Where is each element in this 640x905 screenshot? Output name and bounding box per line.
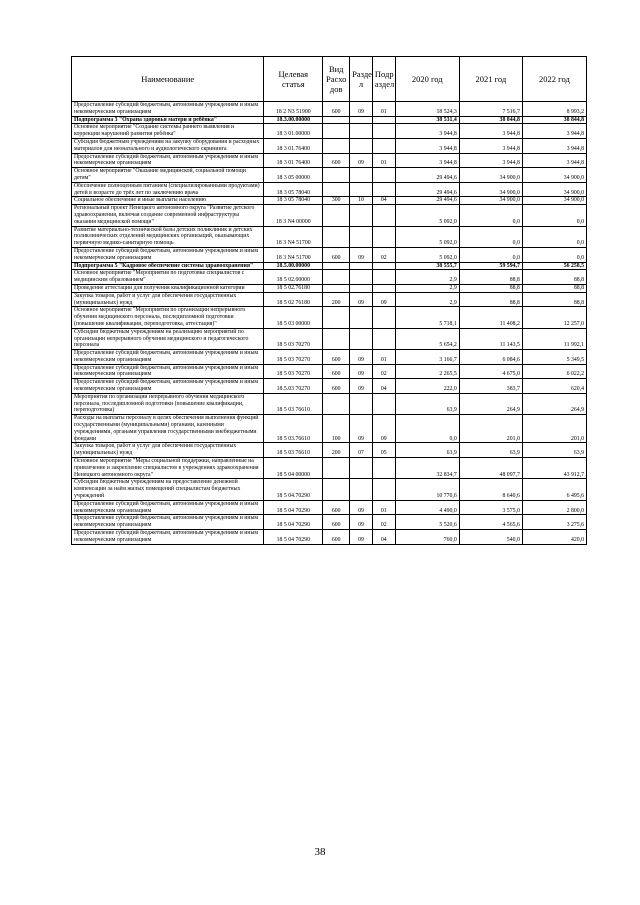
cell-section: [350, 116, 373, 124]
cell-2022: 3 944,8: [522, 153, 586, 168]
cell-name: Субсидии бюджетным учреждениям на реализацию мероприятий по организации непрерывного обучения медицинского и педагогического персонала: [72, 328, 264, 349]
cell-target-article: 18 2 N3 51900: [264, 102, 323, 117]
cell-name: Основное мероприятие "Мероприятия по организации непрерывного обучения медицинского персонала, последипломной подготовки (повышение квалификации, переподготовка, аттестация)": [72, 307, 264, 328]
cell-subsection: 02: [372, 247, 395, 262]
cell-2020: 63,9: [395, 443, 459, 458]
cell-name: Предоставление субсидий бюджетным, автономным учреждениям и иным некоммерческим организациям: [72, 500, 264, 515]
cell-expense-type: [323, 393, 350, 414]
cell-expense-type: [323, 182, 350, 197]
cell-2021: 6 084,6: [459, 350, 522, 365]
cell-2020: 5 092,0: [395, 205, 459, 226]
cell-2021: 63,9: [459, 443, 522, 458]
cell-section: [350, 270, 373, 285]
cell-2020: 2,9: [395, 284, 459, 292]
cell-expense-type: 600: [323, 515, 350, 530]
cell-2021: 264,9: [459, 393, 522, 414]
cell-name: Предоставление субсидий бюджетным, автономным учреждениям и иным некоммерческим организациям: [72, 379, 264, 394]
header-year-2021: 2021 год: [459, 57, 522, 102]
cell-2021: 59 594,7: [459, 262, 522, 270]
cell-name: Предоставление субсидий бюджетным, автономным учреждениям и иным некоммерческим организациям: [72, 247, 264, 262]
cell-2021: 11 143,5: [459, 328, 522, 349]
cell-2021: 3 944,8: [459, 153, 522, 168]
cell-expense-type: [323, 205, 350, 226]
page-number: 38: [314, 846, 326, 858]
cell-section: 09: [350, 530, 373, 545]
header-target-article: Целевая статья: [264, 57, 323, 102]
cell-section: 07: [350, 443, 373, 458]
cell-section: 09: [350, 379, 373, 394]
table-row: [72, 102, 587, 117]
cell-section: 09: [350, 364, 373, 379]
cell-target-article: 18 5 04 70290: [264, 515, 323, 530]
cell-2021: 201,0: [459, 415, 522, 443]
cell-subsection: 09: [372, 292, 395, 307]
table-row: [72, 292, 587, 307]
cell-2020: 3 166,7: [395, 350, 459, 365]
table-row: [72, 124, 587, 139]
cell-2021: 3 944,8: [459, 138, 522, 153]
cell-subsection: [372, 226, 395, 247]
cell-section: 09: [350, 102, 373, 117]
cell-2020: 5 718,1: [395, 307, 459, 328]
cell-2021: 0,0: [459, 226, 522, 247]
cell-2021: 4 565,6: [459, 515, 522, 530]
table-row: [72, 116, 587, 124]
cell-expense-type: [323, 116, 350, 124]
cell-subsection: [372, 262, 395, 270]
cell-target-article: 18 5 02.00000: [264, 270, 323, 285]
cell-2022: 34 900,0: [522, 182, 586, 197]
cell-section: [350, 479, 373, 500]
cell-2022: 3 275,6: [522, 515, 586, 530]
table-row: [72, 247, 587, 262]
cell-2021: 88,8: [459, 292, 522, 307]
cell-2022: 420,0: [522, 530, 586, 545]
cell-2022: 264,9: [522, 393, 586, 414]
cell-expense-type: 200: [323, 443, 350, 458]
cell-target-article: 18.5.00.00000: [264, 262, 323, 270]
table-row: [72, 270, 587, 285]
cell-2021: 4 675,0: [459, 364, 522, 379]
cell-subsection: 02: [372, 515, 395, 530]
cell-2022: 3 944,8: [522, 138, 586, 153]
cell-subsection: [372, 393, 395, 414]
cell-2022: 12 257,0: [522, 307, 586, 328]
cell-target-article: 18 3 05 78040: [264, 182, 323, 197]
table-row: [72, 530, 587, 545]
cell-2020: 63,9: [395, 393, 459, 414]
cell-2022: 34 900,0: [522, 168, 586, 183]
cell-expense-type: 600: [323, 102, 350, 117]
cell-name: Предоставление субсидий бюджетным, автономным учреждениям и иным некоммерческим организациям: [72, 530, 264, 545]
cell-section: [350, 262, 373, 270]
cell-expense-type: 200: [323, 292, 350, 307]
cell-subsection: 04: [372, 197, 395, 205]
cell-expense-type: [323, 168, 350, 183]
cell-target-article: 18 5 04 00000: [264, 458, 323, 479]
cell-target-article: 18.5.03 70270: [264, 379, 323, 394]
cell-name: Социальное обеспечение и иные выплаты населению: [72, 197, 264, 205]
cell-2021: 88,8: [459, 270, 522, 285]
cell-name: Закупка товаров, работ и услуг для обеспечения государственных (муниципальных) нужд: [72, 443, 264, 458]
cell-subsection: 05: [372, 443, 395, 458]
cell-section: [350, 124, 373, 139]
cell-2022: 0,0: [522, 226, 586, 247]
cell-2020: 2 265,5: [395, 364, 459, 379]
cell-target-article: 18 5 03 70270: [264, 364, 323, 379]
table-row: [72, 393, 587, 414]
header-section: Разде л: [350, 57, 373, 102]
table-row: [72, 479, 587, 500]
cell-2020: 18 524,3: [395, 102, 459, 117]
cell-section: 09: [350, 415, 373, 443]
cell-subsection: [372, 205, 395, 226]
cell-2020: 5 092,0: [395, 247, 459, 262]
cell-2020: 222,0: [395, 379, 459, 394]
cell-name: Подпрограмма 3 "Охрана здоровья матери и ребёнка": [72, 116, 264, 124]
cell-2020: 0,0: [395, 415, 459, 443]
cell-subsection: 04: [372, 530, 395, 545]
cell-name: Расходы на выплаты персоналу в целях обеспечения выполнения функций государственными (муниципальными) органами, казенными учреждениями, органами управления государственными внебюджетными фондами: [72, 415, 264, 443]
cell-2020: 3 944,8: [395, 138, 459, 153]
cell-section: 09: [350, 500, 373, 515]
cell-2021: 11 408,2: [459, 307, 522, 328]
table-row: [72, 197, 587, 205]
cell-2022: 0,0: [522, 247, 586, 262]
table-row: [72, 284, 587, 292]
cell-2022: 38 844,8: [522, 116, 586, 124]
cell-name: Региональный проект Ненецкого автономного округа "Развитие детского здравоохранения, включая создание современной инфраструктуры оказания медицинской помощи": [72, 205, 264, 226]
cell-2020: 38 531,4: [395, 116, 459, 124]
header-name: Наименование: [72, 57, 264, 102]
cell-2021: 8 640,6: [459, 479, 522, 500]
cell-section: [350, 138, 373, 153]
cell-target-article: 18 5 03 70270: [264, 328, 323, 349]
table-body: [72, 102, 587, 545]
cell-expense-type: 600: [323, 500, 350, 515]
cell-section: [350, 182, 373, 197]
table-row: [72, 515, 587, 530]
cell-2022: 56 258,5: [522, 262, 586, 270]
cell-2022: 3 944,8: [522, 124, 586, 139]
cell-2022: 620,4: [522, 379, 586, 394]
header-subsection: Подр аздел: [372, 57, 395, 102]
table-row: [72, 226, 587, 247]
cell-2021: 48 097,7: [459, 458, 522, 479]
cell-name: Предоставление субсидий бюджетным, автономным учреждениям и иным некоммерческим организациям: [72, 350, 264, 365]
cell-name: Основное мероприятие "Оказание медицинской, социальной помощи детям": [72, 168, 264, 183]
cell-2022: 6 022,2: [522, 364, 586, 379]
cell-expense-type: 600: [323, 153, 350, 168]
cell-target-article: 18 3 01.76400: [264, 138, 323, 153]
cell-2021: 3 944,8: [459, 124, 522, 139]
cell-subsection: 01: [372, 500, 395, 515]
cell-subsection: 01: [372, 153, 395, 168]
cell-section: [350, 205, 373, 226]
budget-table: [71, 56, 587, 545]
cell-2022: 88,8: [522, 292, 586, 307]
table-row: [72, 458, 587, 479]
table-row: [72, 262, 587, 270]
cell-2021: 540,0: [459, 530, 522, 545]
cell-expense-type: 600: [323, 247, 350, 262]
cell-2020: 2,9: [395, 292, 459, 307]
table-row: [72, 350, 587, 365]
cell-target-article: 18 3 N4 00000: [264, 205, 323, 226]
cell-expense-type: 300: [323, 197, 350, 205]
cell-subsection: [372, 124, 395, 139]
cell-target-article: 18 3 01 76400: [264, 153, 323, 168]
cell-expense-type: [323, 479, 350, 500]
cell-target-article: 18 5 04 70290: [264, 530, 323, 545]
table-row: [72, 364, 587, 379]
cell-name: Мероприятия по организации непрерывного обучения медицинского персонала, последипломной подготовки (повышение квалификации, переподготовка): [72, 393, 264, 414]
cell-2020: 38 555,7: [395, 262, 459, 270]
cell-2021: 7 516,7: [459, 102, 522, 117]
cell-2020: 5 520,6: [395, 515, 459, 530]
cell-subsection: [372, 284, 395, 292]
cell-target-article: 18 5 04 70290: [264, 500, 323, 515]
cell-2020: 29 494,6: [395, 197, 459, 205]
cell-target-article: 18 5 02 76180: [264, 292, 323, 307]
table-row: [72, 443, 587, 458]
cell-expense-type: 600: [323, 364, 350, 379]
cell-expense-type: [323, 328, 350, 349]
cell-2020: 29 494,6: [395, 168, 459, 183]
header-year-2022: 2022 год: [522, 57, 586, 102]
cell-target-article: 18 3 N4 51700: [264, 226, 323, 247]
table-row: [72, 138, 587, 153]
cell-2022: 8 993,2: [522, 102, 586, 117]
cell-2022: 88,8: [522, 284, 586, 292]
cell-expense-type: [323, 226, 350, 247]
cell-subsection: [372, 458, 395, 479]
cell-section: 09: [350, 350, 373, 365]
cell-2020: 3 944,8: [395, 124, 459, 139]
cell-expense-type: [323, 124, 350, 139]
cell-expense-type: [323, 262, 350, 270]
cell-subsection: [372, 168, 395, 183]
table-row: [72, 379, 587, 394]
cell-name: Предоставление субсидий бюджетным, автономным учреждениям и иным некоммерческим организациям: [72, 153, 264, 168]
table-row: [72, 205, 587, 226]
cell-2020: 10 770,6: [395, 479, 459, 500]
cell-name: Предоставление субсидий бюджетным, автономным учреждениям и иным некоммерческим организациям: [72, 515, 264, 530]
cell-section: [350, 168, 373, 183]
cell-target-article: 18 5 02.76180: [264, 284, 323, 292]
table-row: [72, 415, 587, 443]
cell-2021: 34 900,0: [459, 197, 522, 205]
cell-subsection: 01: [372, 102, 395, 117]
table-row: [72, 182, 587, 197]
cell-2022: 11 992,1: [522, 328, 586, 349]
cell-2020: 32 834,7: [395, 458, 459, 479]
cell-subsection: [372, 328, 395, 349]
cell-name: Субсидия бюджетным учреждениям на закупку оборудования и расходных материалов для неонатального и аудиологического скрининга: [72, 138, 264, 153]
table-row: [72, 500, 587, 515]
cell-2020: 5 654,2: [395, 328, 459, 349]
cell-2020: 2,9: [395, 270, 459, 285]
cell-subsection: 04: [372, 379, 395, 394]
cell-section: 09: [350, 292, 373, 307]
cell-section: [350, 328, 373, 349]
cell-section: [350, 458, 373, 479]
cell-name: Предоставление субсидий бюджетным, автономным учреждениям и иным некоммерческим организациям: [72, 364, 264, 379]
cell-target-article: 18 3 N4 51700: [264, 247, 323, 262]
cell-2021: 3 575,0: [459, 500, 522, 515]
cell-target-article: 18 3 01.00000: [264, 124, 323, 139]
cell-subsection: 02: [372, 364, 395, 379]
cell-subsection: 09: [372, 415, 395, 443]
cell-name: Предоставление субсидий бюджетным, автономным учреждениям и иным некоммерческим организациям: [72, 102, 264, 117]
cell-2020: 5 092,0: [395, 226, 459, 247]
cell-subsection: 01: [372, 350, 395, 365]
cell-2021: 0,0: [459, 205, 522, 226]
cell-expense-type: [323, 458, 350, 479]
cell-subsection: [372, 479, 395, 500]
cell-expense-type: [323, 284, 350, 292]
cell-section: 09: [350, 247, 373, 262]
cell-name: Основное мероприятие "Меры социальной поддержки, направленные на привлечение и закрепление специалистов в учреждениях здравоохранения Ненецкого автономного округа": [72, 458, 264, 479]
cell-2022: 43 912,7: [522, 458, 586, 479]
cell-2022: 88,8: [522, 270, 586, 285]
cell-2020: 29 494,6: [395, 182, 459, 197]
cell-2022: 0,0: [522, 205, 586, 226]
cell-section: [350, 393, 373, 414]
cell-2022: 34 900,0: [522, 197, 586, 205]
cell-expense-type: [323, 270, 350, 285]
cell-2022: 201,0: [522, 415, 586, 443]
table-row: [72, 328, 587, 349]
cell-target-article: 18 5 04.70290: [264, 479, 323, 500]
cell-2021: 34 900,0: [459, 182, 522, 197]
cell-subsection: [372, 182, 395, 197]
cell-section: [350, 307, 373, 328]
cell-2022: 5 349,5: [522, 350, 586, 365]
header-year-2020: 2020 год: [395, 57, 459, 102]
cell-2021: 88,8: [459, 284, 522, 292]
cell-expense-type: 600: [323, 530, 350, 545]
cell-target-article: 18 3 05 00000: [264, 168, 323, 183]
cell-name: Субсидии бюджетным учреждениям на предоставление денежной компенсации за наём жилых помещений специалистам бюджетных учреждений: [72, 479, 264, 500]
cell-2020: 760,0: [395, 530, 459, 545]
cell-target-article: 18 5 03.76610: [264, 415, 323, 443]
cell-2021: 383,7: [459, 379, 522, 394]
cell-section: [350, 284, 373, 292]
cell-target-article: 18 5 03 76610: [264, 393, 323, 414]
cell-name: Основное мероприятие "Создание системы раннего выявления и коррекции нарушений развития ребёнка": [72, 124, 264, 139]
cell-subsection: [372, 116, 395, 124]
cell-section: [350, 226, 373, 247]
cell-section: 09: [350, 515, 373, 530]
cell-2022: 63,9: [522, 443, 586, 458]
cell-target-article: 18 5 03 00000: [264, 307, 323, 328]
cell-expense-type: 600: [323, 350, 350, 365]
cell-2020: 3 944,8: [395, 153, 459, 168]
cell-subsection: [372, 270, 395, 285]
cell-expense-type: [323, 138, 350, 153]
cell-subsection: [372, 307, 395, 328]
table-row: [72, 307, 587, 328]
cell-subsection: [372, 138, 395, 153]
cell-name: Проведение аттестации для получения квалификационной категории: [72, 284, 264, 292]
cell-section: 10: [350, 197, 373, 205]
cell-2021: 38 844,8: [459, 116, 522, 124]
table-row: [72, 153, 587, 168]
cell-expense-type: 100: [323, 415, 350, 443]
cell-target-article: 18.3.00.00000: [264, 116, 323, 124]
cell-name: Развитие материально-технической базы детских поликлиник и детских поликлинических отделений медицинских организаций, оказывающих первичную медико-санитарную помощь: [72, 226, 264, 247]
cell-expense-type: 600: [323, 379, 350, 394]
cell-name: Подпрограмма 5 "Кадровое обеспечение системы здравоохранения": [72, 262, 264, 270]
cell-2022: 2 800,0: [522, 500, 586, 515]
cell-target-article: 18 3 05 78040: [264, 197, 323, 205]
cell-expense-type: [323, 307, 350, 328]
table-row: [72, 168, 587, 183]
cell-2020: 4 490,0: [395, 500, 459, 515]
cell-section: 09: [350, 153, 373, 168]
cell-2021: 0,0: [459, 247, 522, 262]
cell-target-article: 18 5 03 76610: [264, 443, 323, 458]
cell-2022: 6 495,6: [522, 479, 586, 500]
header-expense-type: Вид Расхо дов: [323, 57, 350, 102]
cell-name: Закупка товаров, работ и услуг для обеспечения государственных (муниципальных) нужд: [72, 292, 264, 307]
cell-2021: 34 900,0: [459, 168, 522, 183]
table-header-row: [72, 57, 587, 102]
cell-name: Основное мероприятие "Мероприятия по подготовке специалистов с медицинским образованием": [72, 270, 264, 285]
cell-target-article: 18 5 03 70270: [264, 350, 323, 365]
cell-name: Обеспечение полноценным питанием (специализированными продуктами) детей в возрасте до трёх лет по заключению врача: [72, 182, 264, 197]
